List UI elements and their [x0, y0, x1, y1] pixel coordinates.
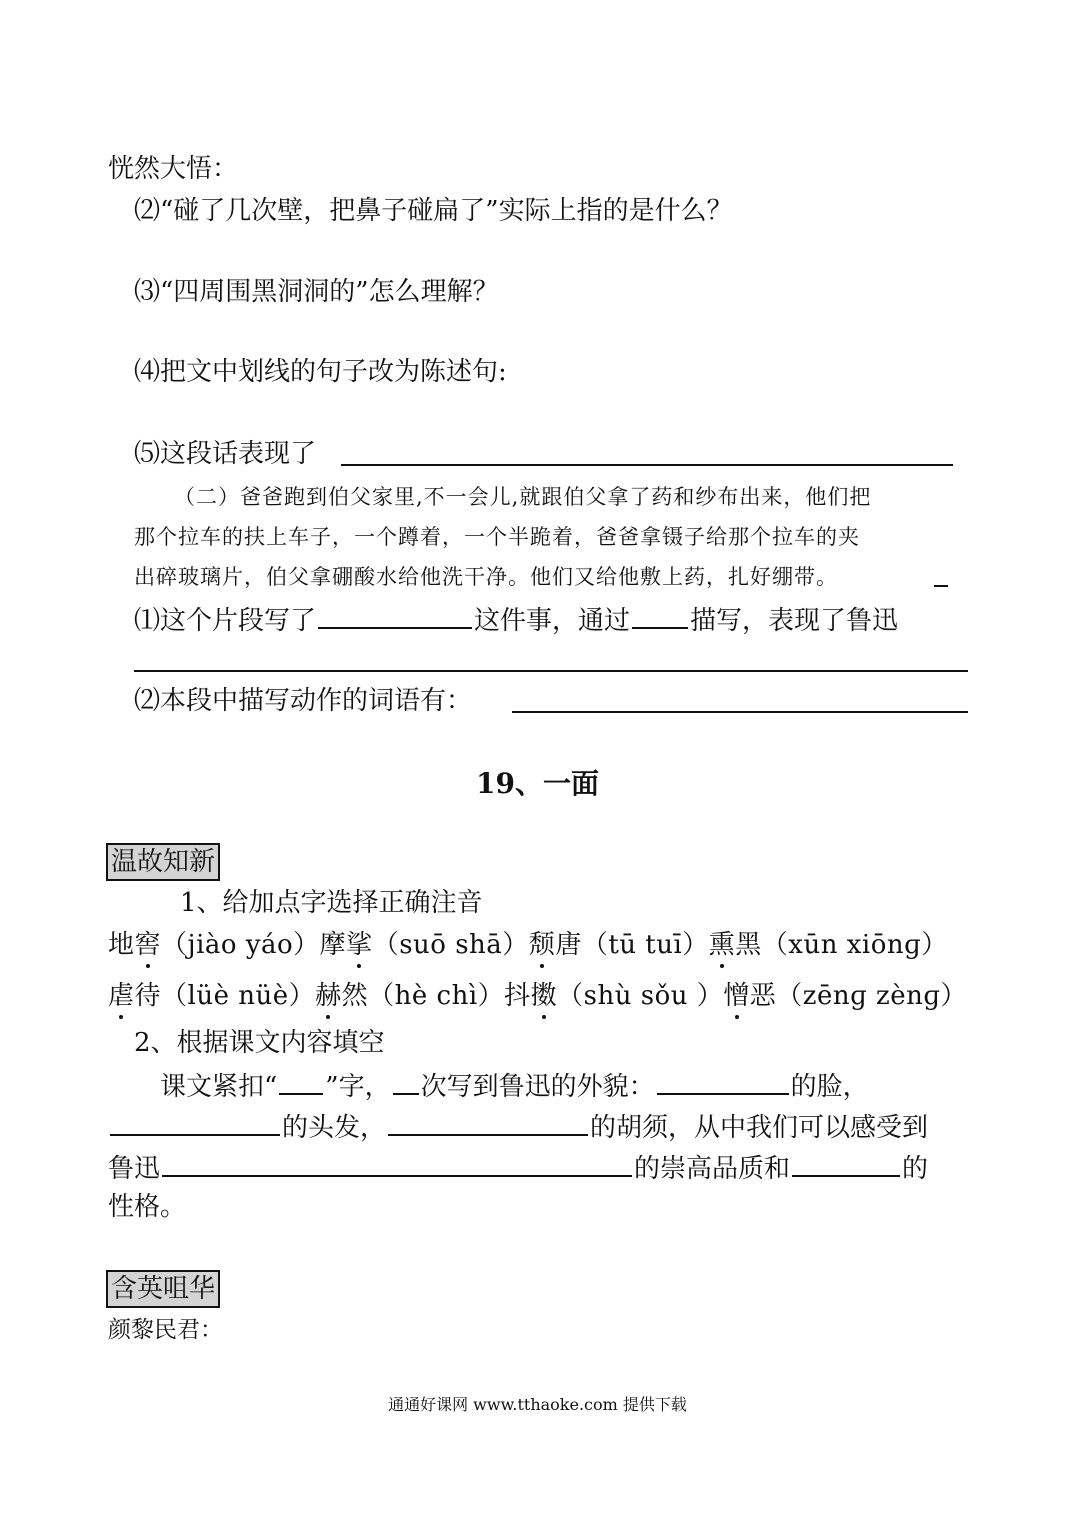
answer-line-q2[interactable] — [512, 711, 968, 713]
char-zeng-dotted: 憎 — [723, 981, 750, 1011]
char-he-dotted: 赫 — [315, 981, 342, 1011]
fill-text-c: 次写到鲁迅的外貌： — [420, 1072, 655, 1102]
fill-line-2 — [108, 1108, 928, 1145]
char-tui-dotted: 颓 — [528, 930, 556, 960]
section-label-review: 温故知新 — [106, 843, 220, 881]
pinyin-1b: （suō shā） — [372, 930, 529, 960]
fill-text-f: 的胡须，从中我们可以感受到 — [590, 1113, 929, 1143]
pinyin-row-2 — [108, 979, 967, 1013]
answer-blank-event[interactable] — [318, 601, 472, 629]
lesson-title: 19、一面 — [476, 767, 599, 800]
question-4: ⑷把文中划线的句子改为陈述句: — [134, 357, 507, 387]
page-footer: 通通好课网 www.tthaoke.com 提供下载 — [388, 1395, 687, 1414]
pinyin-2d: 恶（zēnɡ zènɡ） — [749, 981, 968, 1011]
char-jiao-dotted: 窖 — [134, 930, 162, 960]
fill-line-3 — [108, 1149, 928, 1186]
question-2: ⑵“碰了几次壁，把鼻子碰扁了”实际上指的是什么？ — [134, 196, 733, 226]
section1-question-2: 2、根据课文内容填空 — [134, 1028, 385, 1058]
question-3: ⑶“四周围黑洞洞的”怎么理解？ — [134, 277, 499, 307]
paragraph-underline — [934, 585, 948, 587]
pinyin-row-1 — [108, 928, 948, 962]
q1-text-a: ⑴这个片段写了 — [134, 606, 317, 636]
paragraph-line-2: 那个拉车的扶上车子，一个蹲着，一个半跪着，爸爸拿镊子给那个拉车的夹 — [134, 525, 860, 549]
pinyin-2c: （shù sǒu ） — [557, 981, 724, 1011]
q1-text-b: 这件事，通过 — [474, 606, 631, 636]
section-label-reading: 含英咀华 — [106, 1270, 220, 1308]
fill-text-b: ”字， — [325, 1072, 391, 1102]
answer-blank-description[interactable] — [632, 601, 688, 629]
blank-character[interactable] — [279, 1067, 323, 1095]
blank-count[interactable] — [393, 1067, 419, 1095]
fill-line-1 — [160, 1067, 869, 1104]
pinyin-2b: 然（hè chì）抖 — [341, 981, 531, 1011]
answer-line-q5[interactable] — [341, 464, 953, 466]
part2-question-2: ⑵本段中描写动作的词语有： — [134, 686, 473, 716]
fill-line-4: 性格。 — [108, 1192, 187, 1222]
pinyin-1d: 黑（xūn xiōnɡ） — [735, 930, 948, 960]
char-nve-dotted: 虐 — [108, 981, 135, 1011]
char-di: 地 — [108, 930, 135, 960]
blank-beard[interactable] — [388, 1108, 588, 1136]
paragraph-line-3: 出碎玻璃片，伯父拿硼酸水给他洗干净。他们又给他敷上药，扎好绷带。 — [134, 565, 838, 589]
question-5: ⑸这段话表现了 — [134, 439, 317, 469]
fill-text-a: 课文紧扣“ — [160, 1072, 278, 1102]
pinyin-1c: 唐（tū tuī） — [555, 930, 709, 960]
char-sha-dotted: 挲 — [346, 930, 373, 960]
blank-character-trait[interactable] — [792, 1149, 900, 1177]
blank-face[interactable] — [657, 1067, 789, 1095]
fill-text-e: 的头发， — [282, 1113, 387, 1143]
paragraph-line-1: （二）爸爸跑到伯父家里,不一会儿,就跟伯父拿了药和纱布出来，他们把 — [174, 485, 872, 509]
q1-text-c: 描写，表现了鲁迅 — [690, 606, 899, 636]
part2-question-1 — [134, 601, 898, 638]
intro-line: 恍然大悟： — [108, 154, 239, 184]
char-sou-dotted: 擞 — [530, 981, 558, 1011]
fill-text-h: 的崇高品质和 — [634, 1154, 791, 1184]
answer-line-q1[interactable] — [134, 670, 968, 672]
blank-quality[interactable] — [162, 1149, 632, 1177]
fill-text-i: 的 — [902, 1154, 929, 1184]
section1-question-1: 1、给加点字选择正确注音 — [180, 888, 483, 918]
letter-salutation: 颜黎民君： — [108, 1317, 223, 1343]
pinyin-1a: （jiào yáo）摩 — [161, 930, 347, 960]
pinyin-2a: 待（lüè nüè） — [134, 981, 316, 1011]
fill-text-g: 鲁迅 — [108, 1154, 161, 1184]
blank-hair[interactable] — [110, 1108, 280, 1136]
fill-text-d: 的脸， — [790, 1072, 869, 1102]
char-xun-dotted: 熏 — [708, 930, 736, 960]
